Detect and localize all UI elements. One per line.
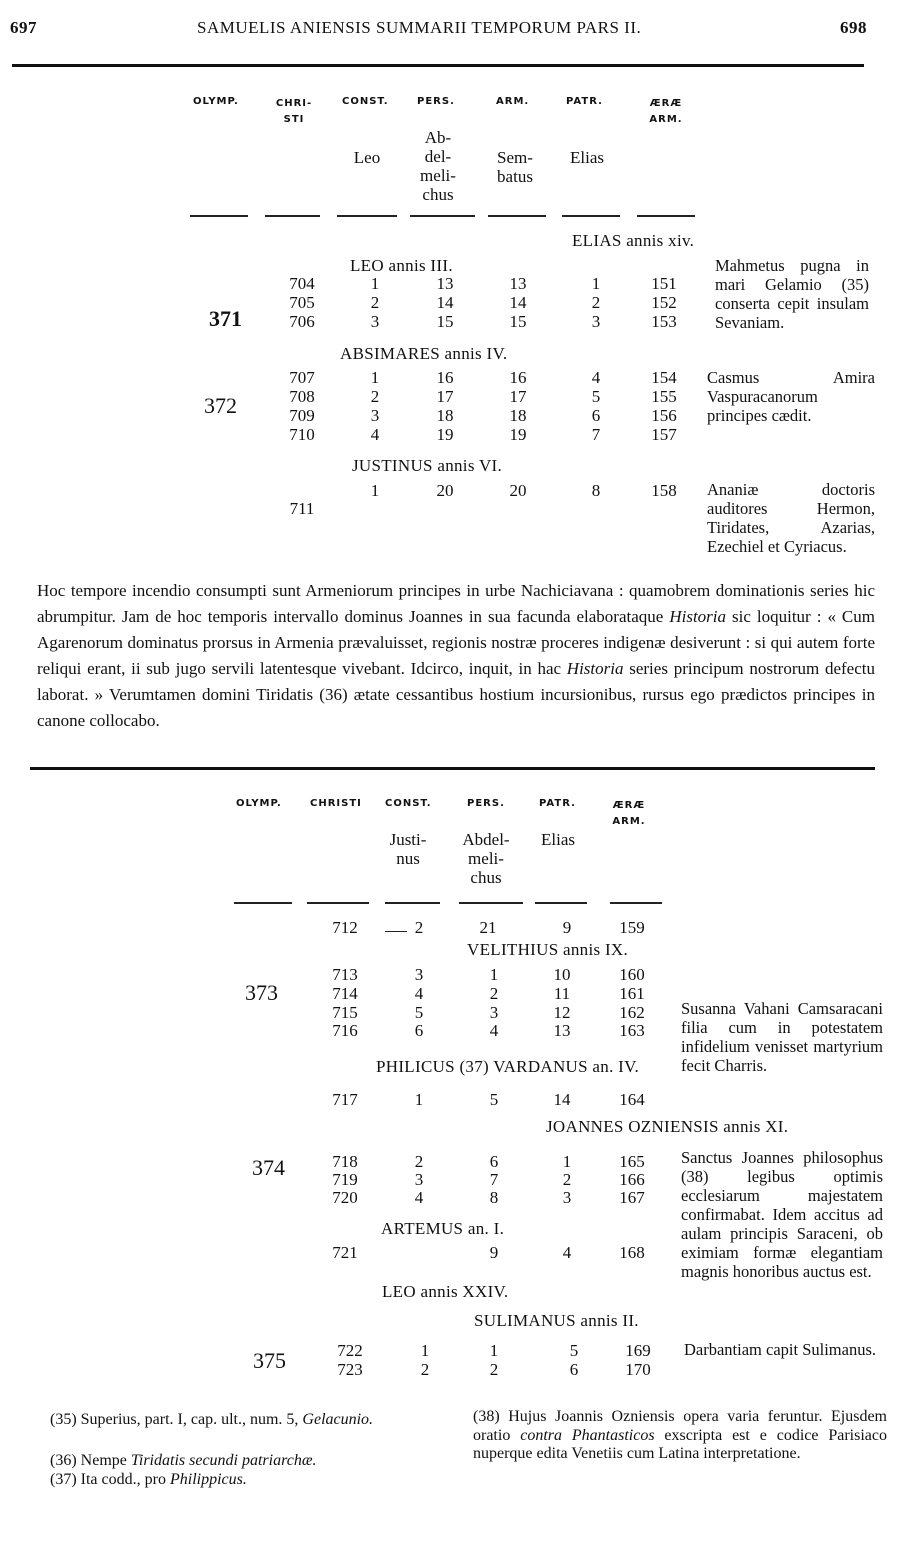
divider (410, 215, 475, 217)
col-christi: CHRISTI (310, 798, 362, 809)
year-christi: 716 (332, 1021, 358, 1040)
cell: 3 (591, 312, 601, 331)
divider (265, 215, 320, 217)
pers-name: Ab-del-meli-chus (420, 128, 456, 204)
col-aerae-arm: ÆRÆ ARM. (612, 800, 646, 827)
divider (307, 902, 369, 904)
col-christi: CHRI-STI (275, 98, 313, 125)
cell: 15 (436, 312, 454, 331)
cell: 1 (370, 274, 380, 293)
reign-heading: PHILICUS (37) VARDANUS an. IV. (376, 1057, 640, 1076)
divider (385, 902, 440, 904)
cell: 157 (651, 425, 677, 444)
cell: 1 (414, 1090, 424, 1109)
cell: 2 (370, 293, 380, 312)
year-christi: 707 (289, 368, 315, 387)
divider (535, 902, 587, 904)
cell: 12 (553, 1003, 571, 1022)
col-patr: PATR. (539, 798, 576, 809)
divider (488, 215, 546, 217)
year-christi: 710 (289, 425, 315, 444)
footnote-text: (36) Nempe (50, 1452, 131, 1469)
cell: 3 (370, 312, 380, 331)
cell: 4 (370, 425, 380, 444)
year-christi: 704 (289, 274, 315, 293)
footnote-italic: contra Phantasticos (520, 1426, 655, 1444)
footnote-text: exscripta est e codice Parisiaco nuperque edita Venetiis cum Latina interpretatione. (473, 1426, 888, 1462)
year-christi: 717 (332, 1090, 358, 1109)
year-christi: 718 (332, 1152, 358, 1171)
reign-heading: LEO annis XXIV. (382, 1282, 509, 1301)
cell: 6 (414, 1021, 424, 1040)
cell: 3 (489, 1003, 499, 1022)
text-run: Hoc tempore incendio consumpti sunt Armeniorum principes in urbe Nachiciavana : quamobrem dominationis series hic abrumpitur. Jam de hoc temporis intervallo dominus Joannes in sua facunda elaborataque (37, 581, 875, 626)
cell: 5 (569, 1341, 579, 1360)
cell: 169 (625, 1341, 651, 1360)
cell: 4 (562, 1243, 572, 1262)
reign-heading: ARTEMUS an. I. (381, 1219, 505, 1238)
cell: 4 (414, 1188, 424, 1207)
cell: 165 (619, 1152, 645, 1171)
cell: 6 (591, 406, 601, 425)
cell: 156 (651, 406, 677, 425)
right-page-number: 698 (840, 18, 867, 37)
cell: 21 (479, 918, 497, 937)
cell: 8 (489, 1188, 499, 1207)
cell: 5 (489, 1090, 499, 1109)
year-christi: 721 (332, 1243, 358, 1262)
cell: 9 (562, 918, 572, 937)
cell: 15 (509, 312, 527, 331)
cell: 161 (619, 984, 645, 1003)
olympiad-number: 373 (245, 980, 278, 1005)
section-rule (30, 767, 875, 770)
year-christi: 713 (332, 965, 358, 984)
cell: 9 (489, 1243, 499, 1262)
italic-title: Historia (566, 659, 624, 678)
divider (562, 215, 620, 217)
historical-note: Mahmetus pugna in mari Gelamio (35) conserta cepit insulam Sevaniam. (715, 256, 869, 332)
cell: 2 (562, 1170, 572, 1189)
cell: 167 (619, 1188, 645, 1207)
header-rule (12, 64, 864, 67)
cell: 16 (436, 368, 454, 387)
historical-note: Casmus Amira Vaspuracanorum principes cædit. (707, 368, 875, 425)
footnote-text: (35) Superius, part. I, cap. ult., num. 5, (50, 1411, 303, 1428)
cell: 20 (436, 481, 454, 500)
cell: 2 (489, 984, 499, 1003)
cell: 3 (370, 406, 380, 425)
year-christi: 722 (337, 1341, 363, 1360)
footnote-text: (37) Ita codd., pro (50, 1471, 170, 1488)
cell: 1 (370, 481, 380, 500)
col-aerae-arm: ÆRÆ ARM. (649, 98, 683, 125)
cell: 152 (651, 293, 677, 312)
col-const: CONST. (385, 798, 432, 809)
cell: 14 (553, 1090, 571, 1109)
col-patr: PATR. (566, 96, 603, 107)
col-const: CONST. (342, 96, 389, 107)
footnote-italic: Tiridatis secundi patriarchæ. (130, 1452, 317, 1469)
cell: 168 (619, 1243, 645, 1262)
cell: 1 (591, 274, 601, 293)
year-christi: 712 (332, 918, 358, 937)
cell: 2 (414, 918, 424, 937)
patr-name: Elias (570, 148, 604, 167)
cell: 166 (619, 1170, 645, 1189)
cell: 163 (619, 1021, 645, 1040)
patr-name: Elias (541, 830, 575, 849)
historical-note: Susanna Vahani Camsaracani filia cum in potestatem infidelium venisset martyrium fecit Charris. (681, 999, 883, 1075)
cell: 7 (591, 425, 601, 444)
footnote-36 (50, 1452, 450, 1471)
const-name: Leo (353, 148, 381, 167)
year-christi: 720 (332, 1188, 358, 1207)
cell: 13 (553, 1021, 571, 1040)
cell: 151 (651, 274, 677, 293)
col-olymp: OLYMP. (193, 96, 239, 107)
cell: 159 (619, 918, 645, 937)
reign-heading: LEO annis III. (350, 256, 453, 275)
cell: 10 (553, 965, 571, 984)
cell: 19 (509, 425, 527, 444)
cell: 3 (414, 1170, 424, 1189)
year-christi: 723 (337, 1360, 363, 1379)
cell: 14 (436, 293, 454, 312)
footnote-35 (50, 1411, 450, 1430)
year-christi: 719 (332, 1170, 358, 1189)
cell: 4 (414, 984, 424, 1003)
cell: 2 (489, 1360, 499, 1379)
footnote-italic: Philippicus. (169, 1471, 247, 1488)
italic-title: Historia (669, 607, 727, 626)
cell: 162 (619, 1003, 645, 1022)
year-christi: 714 (332, 984, 358, 1003)
divider (234, 902, 292, 904)
olympiad-number: 372 (204, 393, 237, 418)
cell: 5 (414, 1003, 424, 1022)
cell: 17 (509, 387, 527, 406)
historical-note: Sanctus Joannes philosophus (38) legibus optimis ecclesiarum majestatem confirmabat. Idem accitus ad aulam principis Saraceni, ob eximiam formæ elegantiam magnis honoribus auctus est. (681, 1148, 883, 1281)
col-olymp: OLYMP. (236, 798, 282, 809)
olympiad-number: 371 (209, 306, 242, 331)
cell: 1 (420, 1341, 430, 1360)
year-christi: 715 (332, 1003, 358, 1022)
body-paragraph (37, 578, 875, 734)
year-christi: 711 (289, 499, 315, 518)
col-arm: ARM. (496, 96, 530, 107)
cell: 13 (436, 274, 454, 293)
cell: 1 (562, 1152, 572, 1171)
olympiad-number: 374 (252, 1155, 285, 1180)
pers-name: Abdel-meli-chus (462, 830, 510, 887)
running-title: SAMUELIS ANIENSIS SUMMARII TEMPORUM PARS II. (197, 18, 642, 37)
cell: 154 (651, 368, 677, 387)
cell: 8 (591, 481, 601, 500)
divider (459, 902, 523, 904)
const-name: Justi-nus (389, 830, 427, 868)
divider (190, 215, 248, 217)
cell: 13 (509, 274, 527, 293)
reign-heading: JOANNES OZNIENSIS annis XI. (546, 1117, 789, 1136)
divider (337, 215, 397, 217)
cell: 1 (370, 368, 380, 387)
olympiad-number: 375 (253, 1348, 286, 1373)
cell: 3 (562, 1188, 572, 1207)
cell: 1 (489, 1341, 499, 1360)
cell: 19 (436, 425, 454, 444)
reign-heading: ELIAS annis xiv. (572, 231, 695, 250)
divider (610, 902, 662, 904)
reign-heading: SULIMANUS annis II. (474, 1311, 639, 1330)
cell: 5 (591, 387, 601, 406)
cell: 2 (370, 387, 380, 406)
col-pers: PERS. (417, 96, 455, 107)
cell: 4 (489, 1021, 499, 1040)
cell: 18 (436, 406, 454, 425)
cell: 20 (509, 481, 527, 500)
col-pers: PERS. (467, 798, 505, 809)
cell: 153 (651, 312, 677, 331)
year-christi: 706 (289, 312, 315, 331)
historical-note: Darbantiam capit Sulimanus. (684, 1340, 876, 1359)
cell: 158 (651, 481, 677, 500)
year-christi: 709 (289, 406, 315, 425)
cell: 170 (625, 1360, 651, 1379)
cell: 6 (489, 1152, 499, 1171)
cell: 164 (619, 1090, 645, 1109)
cell: 6 (569, 1360, 579, 1379)
cell: 16 (509, 368, 527, 387)
cell: 18 (509, 406, 527, 425)
cell: 3 (414, 965, 424, 984)
footnote-37 (50, 1471, 450, 1490)
reign-heading: VELITHIUS annis IX. (467, 940, 629, 959)
footnote-italic: Gelacunio. (302, 1411, 374, 1428)
cell: 7 (489, 1170, 499, 1189)
cell: 4 (591, 368, 601, 387)
cell: 17 (436, 387, 454, 406)
cell: 155 (651, 387, 677, 406)
footnote-38 (473, 1408, 887, 1464)
cell: 11 (553, 984, 571, 1003)
text-run: sic loquitur : « Cum Agarenorum dominatus prorsus in Armenia prævaluisset, regionis nostræ proceres indigenæ desiverunt : si qui autem forte reliqui erant, ii sub jugo servili latentesque vivebant. Idcirco, inquit, in hac (37, 607, 875, 678)
cell: 160 (619, 965, 645, 984)
arm-name: Sem-batus (497, 148, 533, 186)
year-christi: 708 (289, 387, 315, 406)
reign-heading: JUSTINUS annis VI. (352, 456, 503, 475)
footnote-text: (38) Hujus Joannis Ozniensis opera varia feruntur. Ejusdem oratio (473, 1408, 887, 1444)
historical-note: Ananiæ doctoris auditores Hermon, Tiridates, Azarias, Ezechiel et Cyriacus. (707, 480, 875, 556)
cell: 14 (509, 293, 527, 312)
year-christi: 705 (289, 293, 315, 312)
reign-heading: ABSIMARES annis IV. (340, 344, 508, 363)
left-page-number: 697 (10, 18, 37, 37)
cell: 2 (414, 1152, 424, 1171)
cell: 2 (420, 1360, 430, 1379)
divider (637, 215, 695, 217)
cell: 2 (591, 293, 601, 312)
text-run: series principum nostrorum defectu laborat. » Verumtamen domini Tiridatis (36) ætate cessantibus hostium incursionibus, rursus ego prædictos principes in canone collocabo. (37, 659, 875, 730)
cell: 1 (489, 965, 499, 984)
